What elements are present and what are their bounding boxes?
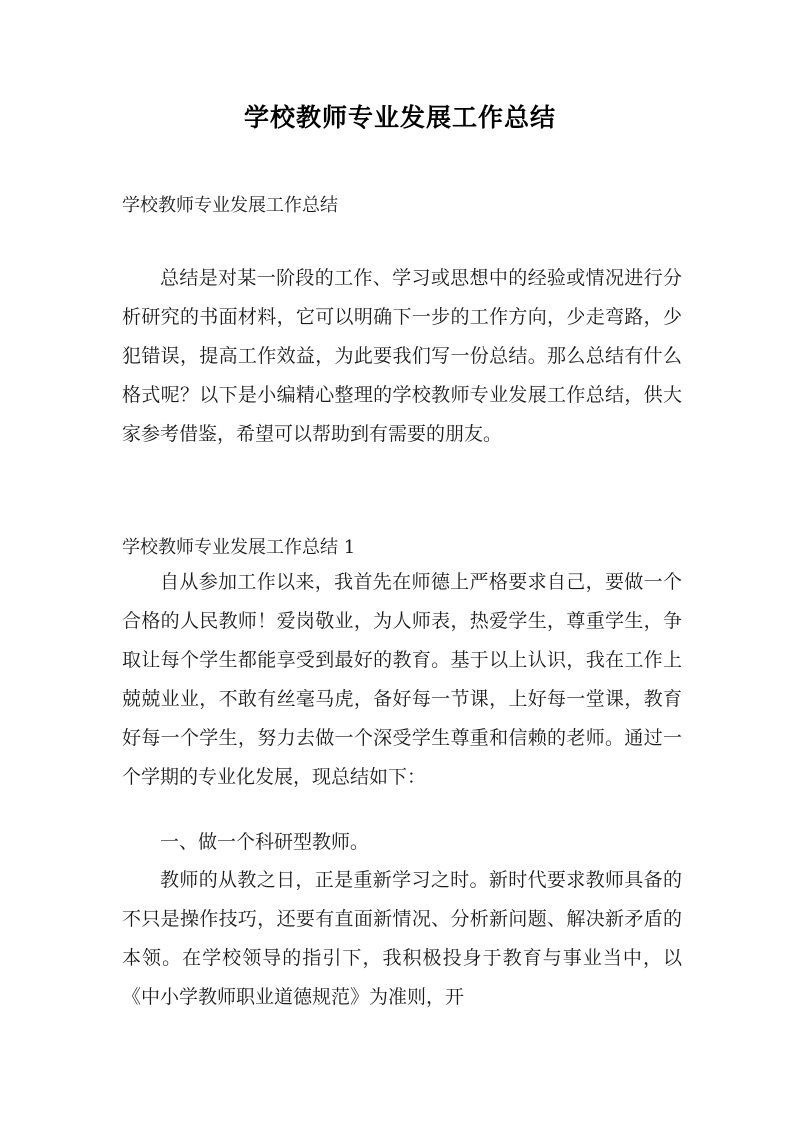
- intro-paragraph: 总结是对某一阶段的工作、学习或思想中的经验或情况进行分析研究的书面材料，它可以明确下一步的工作方向，少走弯路，少犯错误，提高工作效益，为此要我们写一份总结。那么总结有什么格式呢？以下是小编精心整理的学校教师专业发展工作总结，供大家参考借鉴，希望可以帮助到有需要的朋友。: [122, 267, 682, 445]
- body-paragraph-1: 自从参加工作以来，我首先在师德上严格要求自己，要做一个合格的人民教师！爱岗敬业，为人师表，热爱学生，尊重学生，争取让每个学生都能享受到最好的教育。基于以上认识，我在工作上兢兢业业，不敢有丝毫马虎，备好每一节课，上好每一堂课，教育好每一个学生，努力去做一个深受学生尊重和信赖的老师。通过一个学期的专业化发展，现总结如下：: [122, 571, 682, 788]
- document-title: 学校教师专业发展工作总结: [243, 103, 556, 132]
- body-paragraph-2: 教师的从教之日，正是重新学习之时。新时代要求教师具备的不只是操作技巧，还要有直面新情况、分析新问题、解决新矛盾的本领。在学校领导的指引下，我积极投身于教育与事业当中，以《中小学教师职业道德规范》为准则，开: [122, 869, 682, 1008]
- section-heading: 学校教师专业发展工作总结 1: [122, 537, 356, 558]
- list-item-1: 一、做一个科研型教师。: [160, 831, 370, 853]
- document-subtitle: 学校教师专业发展工作总结: [122, 195, 338, 216]
